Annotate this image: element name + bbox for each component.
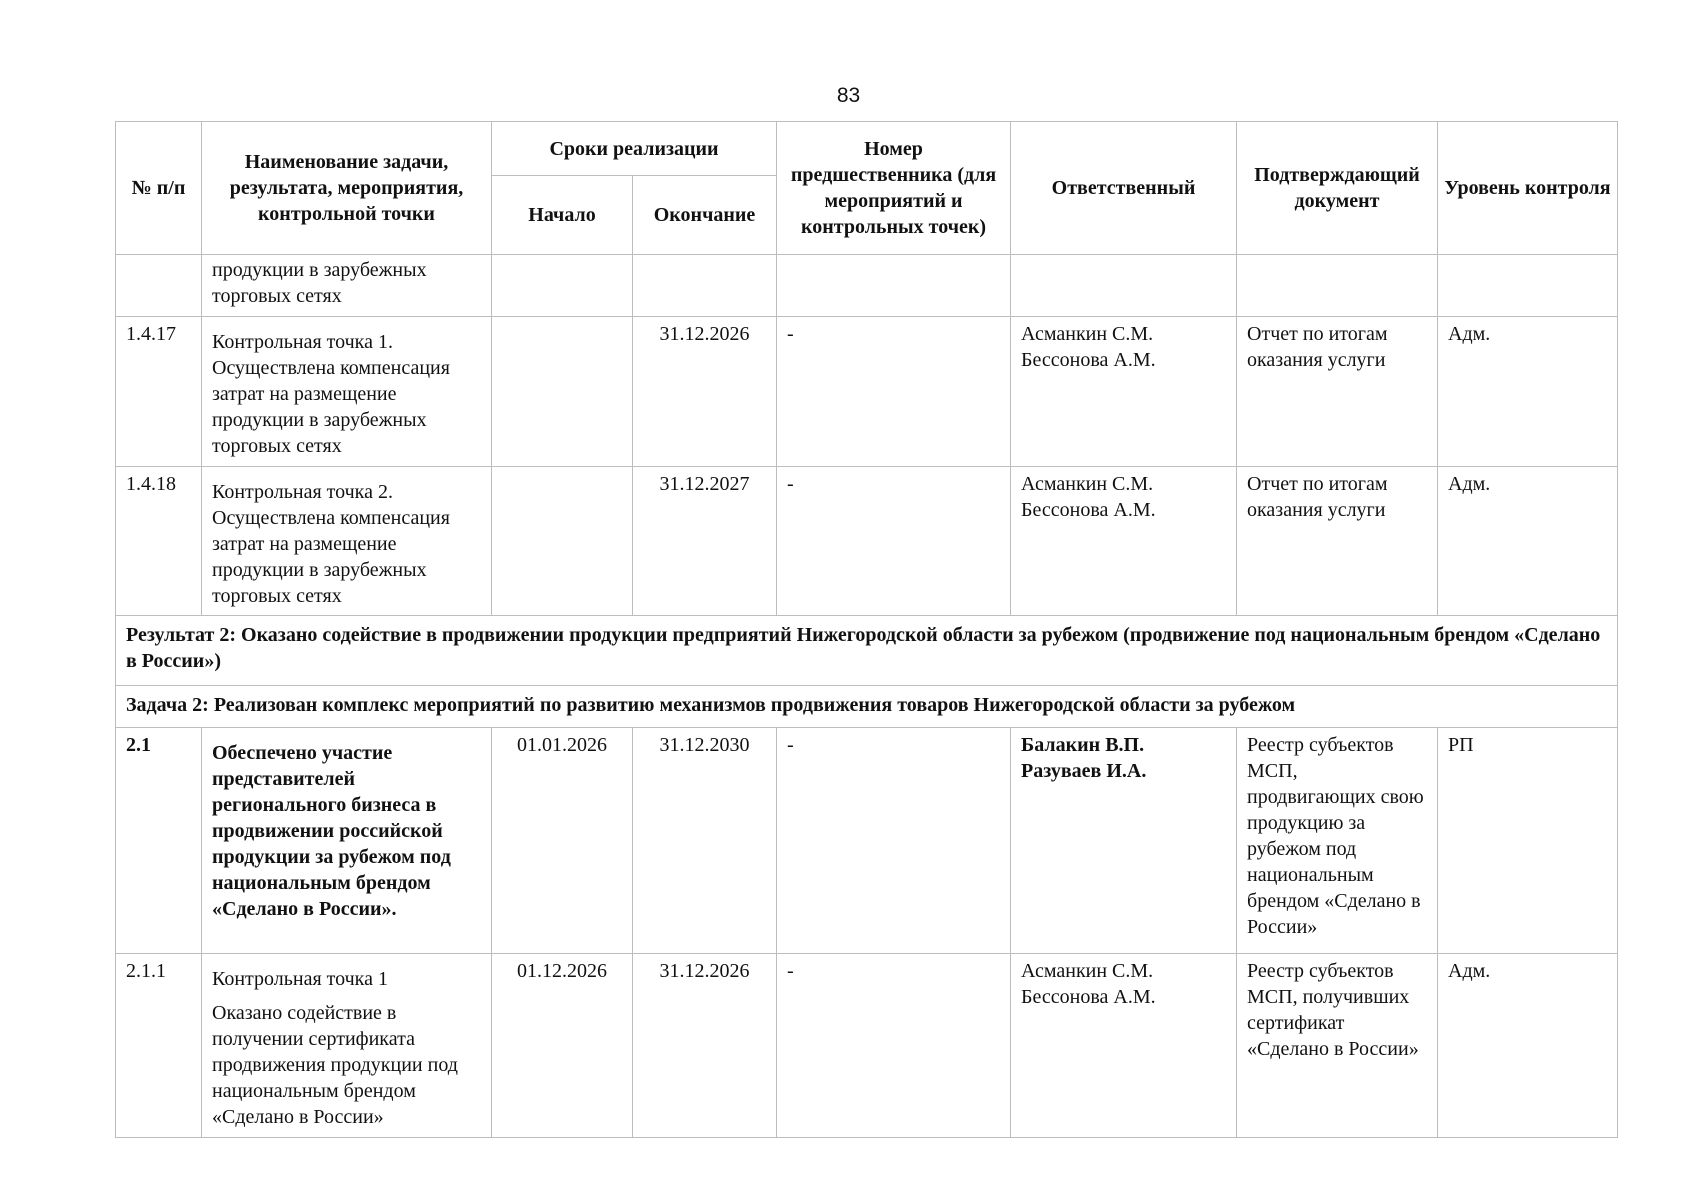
header-end: Окончание [633,176,777,255]
cell-name [202,255,492,317]
cell-predecessor: - [777,317,1011,467]
cell-name [202,467,492,616]
cell-name [202,954,492,1138]
cell-end [633,255,777,317]
cell-document: Реестр субъектов МСП, получивших сертификат «Сделано в России» [1237,954,1438,1138]
header-row [116,122,1618,176]
cell-end: 31.12.2030 [633,728,777,954]
cell-document: Реестр субъектов МСП, продвигающих свою продукцию за рубежом под национальным брендом «Сделано в России» [1237,728,1438,954]
cell-name-text: продукции в зарубежных торговых сетях [212,259,427,307]
cell-name-title: Контрольная точка 1 [212,968,388,990]
cell-num [116,255,202,317]
header-name: Наименование задачи, результата, мероприятия, контрольной точки [202,122,492,255]
cell-name-text: Контрольная точка 2. Осуществлена компенсация затрат на размещение продукции в зарубежных торговых сетях [212,481,450,607]
cell-start [492,255,633,317]
result-row [116,616,1618,686]
table-row [116,255,1618,317]
cell-num: 1.4.17 [116,317,202,467]
header-num: № п/п [116,122,202,255]
cell-num: 2.1 [116,728,202,954]
cell-document: Отчет по итогам оказания услуги [1237,467,1438,616]
header-control: Уровень контроля [1438,122,1618,255]
cell-start: 01.01.2026 [492,728,633,954]
cell-start [492,467,633,616]
cell-control [1438,255,1618,317]
implementation-plan-table [115,121,1618,1138]
cell-predecessor: - [777,728,1011,954]
cell-responsible: Асманкин С.М. Бессонова А.М. [1011,954,1237,1138]
table-row [116,317,1618,467]
cell-control: РП [1438,728,1618,954]
cell-responsible: Асманкин С.М. Бессонова А.М. [1011,467,1237,616]
cell-name [202,317,492,467]
cell-name-text: Оказано содействие в получении сертификата продвижения продукции под национальным брендом «Сделано в России» [212,1002,458,1128]
table-row [116,467,1618,616]
cell-predecessor: - [777,954,1011,1138]
result-2-heading: Результат 2: Оказано содействие в продвижении продукции предприятий Нижегородской области за рубежом (продвижение под национальным брендом «Сделано в России») [116,616,1618,686]
table-row [116,954,1618,1138]
cell-num: 2.1.1 [116,954,202,1138]
page-number: 83 [836,84,861,107]
cell-responsible [1011,255,1237,317]
cell-control: Адм. [1438,954,1618,1138]
cell-start: 01.12.2026 [492,954,633,1138]
table-row [116,728,1618,954]
cell-document: Отчет по итогам оказания услуги [1237,317,1438,467]
cell-name [202,728,492,954]
cell-responsible: Балакин В.П. Разуваев И.А. [1011,728,1237,954]
header-document: Подтверждающий документ [1237,122,1438,255]
cell-document [1237,255,1438,317]
cell-predecessor [777,255,1011,317]
header-responsible: Ответственный [1011,122,1237,255]
header-predecessor: Номер предшественника (для мероприятий и контрольных точек) [777,122,1011,255]
cell-name-text: Контрольная точка 1. Осуществлена компенсация затрат на размещение продукции в зарубежных торговых сетях [212,331,450,457]
cell-name-text: Обеспечено участие представителей регионального бизнеса в продвижении российской продукции за рубежом под национальным брендом «Сделано в России». [212,742,451,920]
cell-control: Адм. [1438,467,1618,616]
cell-end: 31.12.2026 [633,954,777,1138]
header-terms: Сроки реализации [492,122,777,176]
cell-control: Адм. [1438,317,1618,467]
cell-responsible: Асманкин С.М. Бессонова А.М. [1011,317,1237,467]
task-2-heading: Задача 2: Реализован комплекс мероприятий по развитию механизмов продвижения товаров Нижегородской области за рубежом [116,686,1618,728]
header-start: Начало [492,176,633,255]
cell-end: 31.12.2027 [633,467,777,616]
cell-start [492,317,633,467]
cell-predecessor: - [777,467,1011,616]
cell-num: 1.4.18 [116,467,202,616]
cell-end: 31.12.2026 [633,317,777,467]
task-row [116,686,1618,728]
